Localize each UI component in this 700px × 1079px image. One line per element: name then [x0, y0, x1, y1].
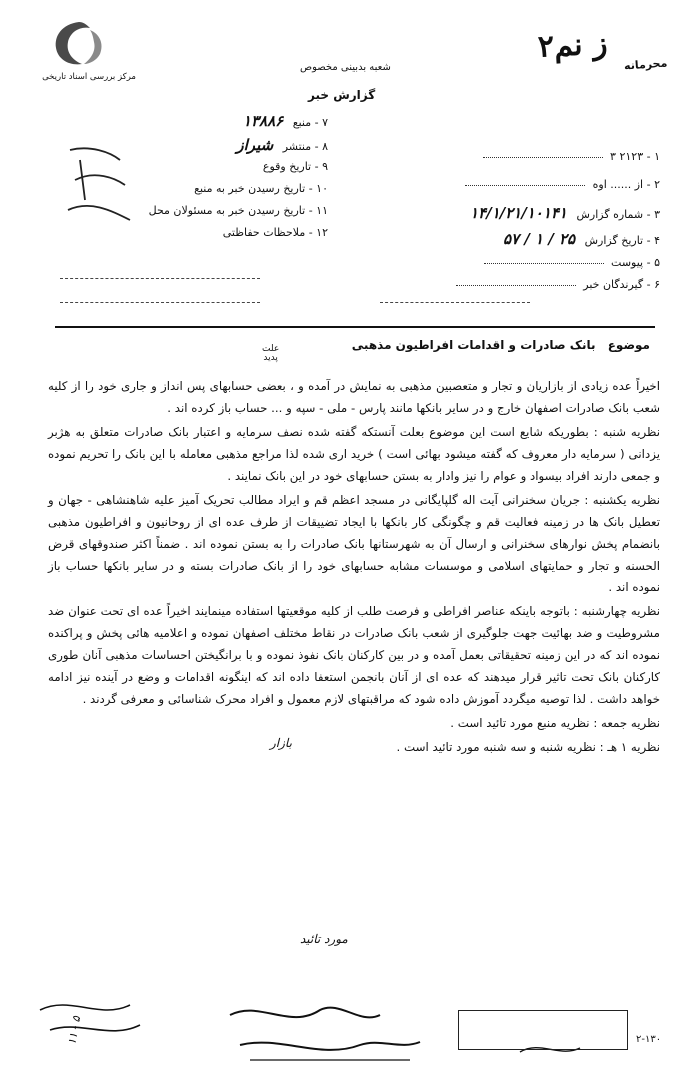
paragraph: نظریه چهارشنبه : باتوجه باینکه عناصر افراطی و فرصت طلب از کلیه موقعیتها استفاده مینمایند اخیراً عده ای تحت عنوان ضد مشروطیت و ضد بهائیت جهت جلوگیری از شعب بانک صادرات در نقاط مختلف اصفهان نموده و اعلامیه هائی پخش و پراکنده نموده اند که در این زمینه تحقیقاتی بعمل آمده و در بین کارکنان بانک نفوذ نموده و با برانگیختن احساسات مذهبی آنان طوری کارکنان بانک تحت تاثیر قرار میدهند که عده ای از آنان بانجمن استعفا داده اند که اینگونه اقدامات و وضع در آینده نیز ادامه خواهد داشت . لذا توصیه میگردد آموزش داده شود که مراقبتهای لازم معمول و افراد محرک شناسائی و معرفی گردند . — [48, 604, 660, 707]
header-subtitle: شعبه بدبینی مخصوص — [300, 62, 391, 73]
field-value: ۱۴/۱/۲۱/۱۰۱۴۱ — [469, 204, 567, 222]
paragraph: نظریه یکشنبه : جریان سخنرانی آیت اله گلپایگانی در مسجد اعظم قم و ایراد مطالب تحریک آمیز علیه شاهنشاهی - جهان و تعطیل بانک ها در زمینه فعالیت قم و چگونگی کار بانکها با ایجاد تضییقات از طرف عده ای از روحانیون و افراطیون مذهبی بانضمام پخش نوارهای سخنرانی و ارسال آن به شهرستانها بانک صادرات را به بستن نموده اند . ضمناً اکثر صندوقهای قرض الحسنه و تجار و حمایتهای اسلامی و موسسات مشابه حسابهای خود را از بانک صادرات بسته و در سایر بانکها حساب باز نموده اند . — [48, 492, 660, 595]
paragraph: نظریه ۱ هـ : نظریه شنبه و سه شنبه مورد تائید است . — [396, 740, 660, 754]
field-dots — [483, 157, 603, 158]
margin-note-2: پدید — [263, 353, 278, 364]
field-value: ۱۳۸۸۶ — [242, 112, 284, 130]
field-label: ۴ - تاریخ گزارش — [584, 234, 660, 247]
field-label: ۹ - تاریخ وقوع — [262, 160, 328, 173]
field-left-11 — [149, 204, 328, 217]
field-dots — [465, 185, 585, 186]
field-right-6 — [456, 278, 660, 291]
field-left-10 — [194, 182, 328, 195]
field-right-3 — [470, 204, 660, 222]
handwritten-note-confirmed: مورد تائید — [300, 932, 348, 946]
dashed-line — [60, 278, 260, 279]
field-label: ۱۱ - تاریخ رسیدن خبر به مسئولان محل — [148, 204, 328, 217]
side-number: ۲-۱۳۰ — [636, 1034, 662, 1045]
margin-note-1: علت — [262, 344, 280, 354]
field-label: ۸ - منتشر — [282, 140, 328, 153]
field-dots — [456, 285, 576, 286]
registry-stamp-box — [458, 1010, 628, 1050]
header-divider — [55, 326, 655, 328]
field-label: ۳ - شماره گزارش — [576, 208, 660, 221]
handwritten-number: ۲ز نم — [537, 26, 609, 65]
dashed-line — [60, 302, 260, 303]
subject-text: بانک صادرات و اقدامات افراطیون مذهبی — [351, 338, 596, 352]
archive-logo — [14, 20, 164, 80]
left-handwritten-date: ۱۱ - ۵ — [65, 1015, 84, 1046]
field-value: شیراز — [236, 136, 274, 154]
field-label: ۱۲ - ملاحظات حفاظتی — [222, 226, 328, 239]
subject-label: موضوع — [607, 338, 650, 352]
handwritten-note-bazaar: بازار — [270, 736, 292, 750]
field-label: ۱۰ - تاریخ رسیدن خبر به منبع — [194, 182, 328, 195]
field-left-8 — [236, 136, 328, 154]
header-title: گزارش خبر — [308, 88, 376, 102]
paragraph: نظریه شنبه : بطوریکه شایع است این موضوع بعلت آنستکه گفته شده نصف سرمایه و اعتبار بانک صادرات متعلق به هژبر یزدانی ( سرمایه دار معروف که گفته میشود بهائی است ) خرید اری شده لذا مراجع مذهبی معامله با این بانک را تحریم نموده و جمعی دارند افراد بیسواد و عوام را نیز وادار به بستن حسابهای خود در این بانک نمایند . — [48, 424, 660, 483]
field-label: ۲ - از ...... اوه — [592, 178, 660, 191]
field-right-2 — [465, 178, 660, 191]
field-value: ۲۵ / ۱ / ۵۷ — [502, 230, 576, 248]
field-label: ۷ - منبع — [292, 116, 328, 129]
corner-stamp: محرمانه — [623, 56, 668, 73]
field-right-4 — [503, 230, 660, 248]
handwritten-margin-scribble — [60, 140, 140, 240]
margin-note — [262, 345, 279, 364]
field-left-7 — [243, 112, 328, 130]
archive-logo-icon — [50, 20, 108, 68]
field-right-5 — [484, 256, 660, 269]
field-right-1 — [483, 150, 660, 163]
logo-caption: مرکز بررسی اسناد تاریخی — [42, 72, 136, 82]
paragraph: نظریه جمعه : نظریه منبع مورد تائید است . — [450, 716, 660, 731]
field-dots — [484, 263, 604, 264]
dashed-line — [380, 302, 530, 303]
subject-line — [60, 338, 650, 352]
paragraph: اخیراً عده زیادی از بازاریان و تجار و متعصبین مذهبی به نمایش در آمده و ، بعضی حسابهای پس انداز و جاری خود را از کلیه شعب بانک صادرات اصفهان خارج و در سایر بانکها مانند پارس - ملی - سپه و ... حساب باز کرده اند . — [48, 379, 660, 415]
field-label: ۱ - ۲۱۲۳ ۳ — [610, 150, 660, 163]
field-left-12 — [223, 226, 328, 239]
field-label: ۵ - پیوست — [611, 256, 660, 269]
report-body — [48, 376, 660, 761]
field-left-9 — [263, 160, 328, 173]
field-label: ۶ - گیرندگان خبر — [583, 278, 660, 291]
